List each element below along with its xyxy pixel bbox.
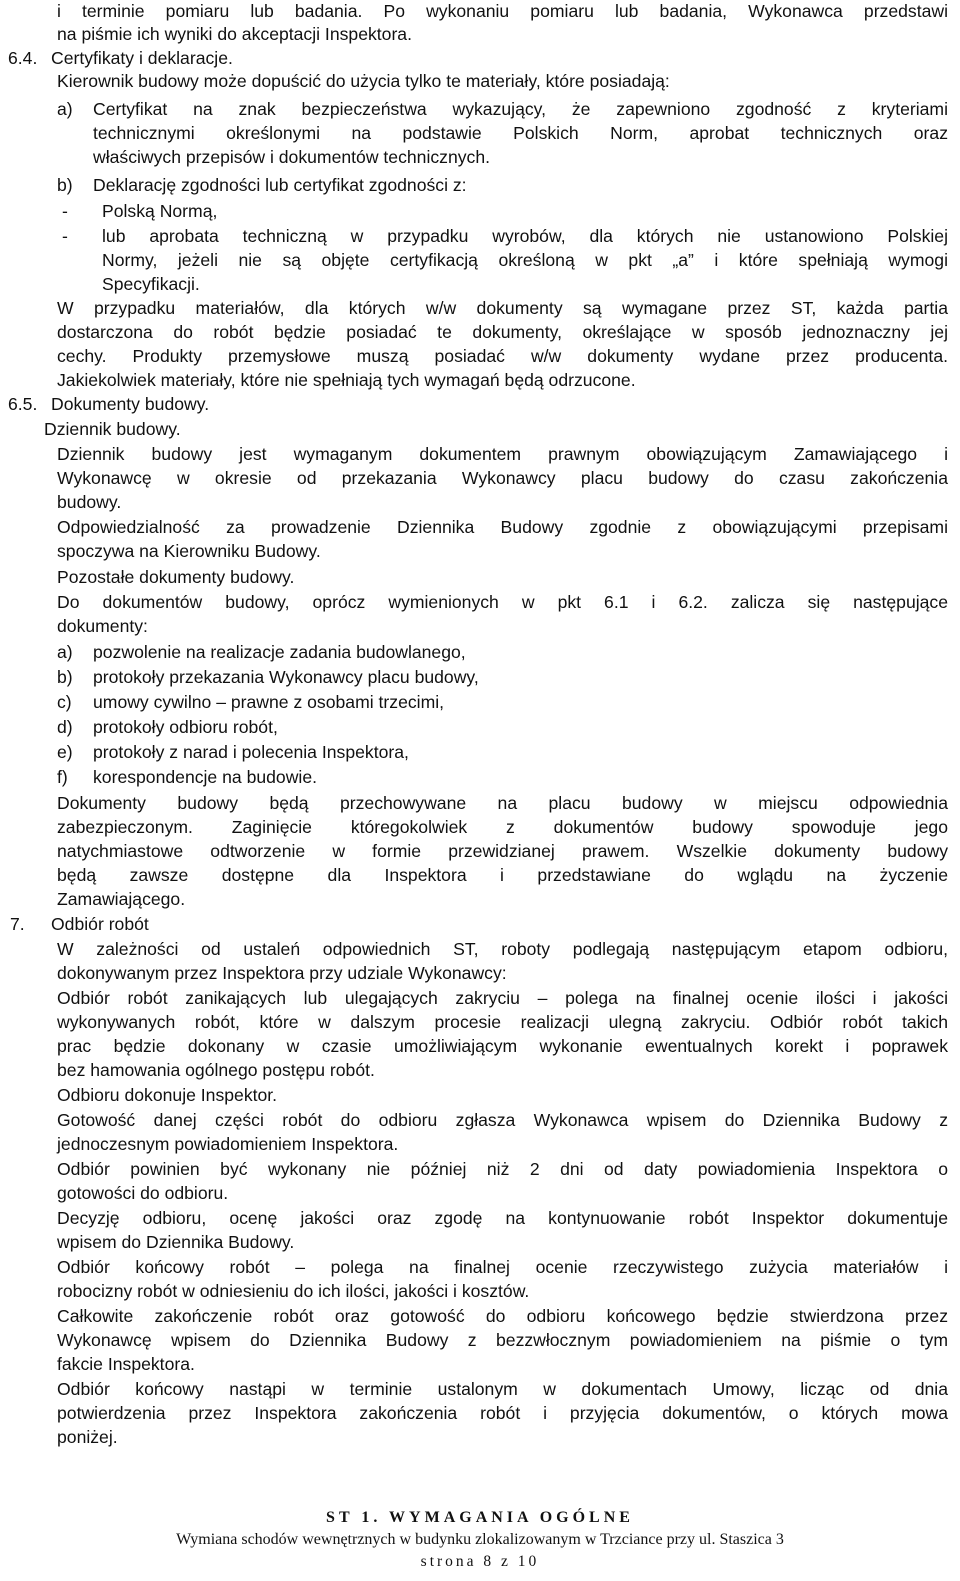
text-line: Odbiór końcowy nastąpi w terminie ustalonym w dokumentach Umowy, licząc od dnia bbox=[57, 1379, 948, 1399]
text-line: Odbioru dokonuje Inspektor. bbox=[57, 1085, 278, 1105]
text-line: Całkowite zakończenie robót oraz gotowość do odbioru końcowego będzie stwierdzona przez bbox=[57, 1306, 948, 1326]
list-item: umowy cywilno – prawne z osobami trzecimi, bbox=[93, 692, 445, 712]
text-line: technicznymi określonymi na podstawie Polskich Norm, aprobat technicznych oraz bbox=[93, 123, 948, 143]
page-number: strona 8 z 10 bbox=[420, 1553, 540, 1570]
text-line: Dziennik budowy jest wymaganym dokumentem prawnym obowiązującym Zamawiającego i bbox=[57, 444, 948, 464]
text-line: zabezpieczonym. Zaginięcie któregokolwiek z dokumentów budowy spowoduje jego bbox=[57, 817, 948, 837]
list-item: protokoły odbioru robót, bbox=[93, 717, 278, 737]
text-line: Normy, jeżeli nie są objęte certyfikacją określoną w pkt „a” i które spełniają wymogi bbox=[102, 250, 948, 270]
list-marker: - bbox=[62, 201, 68, 221]
list-marker: c) bbox=[57, 692, 72, 712]
text-line: robocizny robót w odniesieniu do ich ilości, jakości i kosztów. bbox=[57, 1281, 530, 1301]
text-line: na piśmie ich wyniki do akceptacji Inspektora. bbox=[57, 24, 412, 44]
text-line: spoczywa na Kierowniku Budowy. bbox=[57, 541, 321, 561]
subheading: Pozostałe dokumenty budowy. bbox=[57, 567, 295, 587]
text-line: gotowości do odbioru. bbox=[57, 1183, 229, 1203]
text-line: cechy. Produkty przemysłowe muszą posiadać w/w dokumenty wydane przez producenta. bbox=[57, 346, 948, 366]
text-line: lub aprobata techniczną w przypadku wyrobów, dla których nie ustanowiono Polskiej bbox=[102, 226, 948, 246]
list-item: korespondencje na budowie. bbox=[93, 767, 317, 787]
list-marker: f) bbox=[57, 767, 68, 787]
text-line: Wykonawcę w okresie od przekazania Wykonawcy placu budowy do czasu zakończenia bbox=[57, 468, 948, 488]
text-line: Certyfikat na znak bezpieczeństwa wykazujący, że zapewniono zgodność z kryteriami bbox=[93, 99, 948, 119]
text-line: dokonywanym przez Inspektora przy udziale Wykonawcy: bbox=[57, 963, 507, 983]
text-line: wpisem do Dziennika Budowy. bbox=[57, 1232, 295, 1252]
text-line: właściwych przepisów i dokumentów technicznych. bbox=[93, 147, 491, 167]
section-heading: Dokumenty budowy. bbox=[51, 394, 210, 414]
list-marker: e) bbox=[57, 742, 73, 762]
text-line: natychmiastowe odtworzenie w formie przewidzianej prawem. Wszelkie dokumenty budowy bbox=[57, 841, 948, 861]
text-line: fakcie Inspektora. bbox=[57, 1354, 195, 1374]
text-line: dokumenty: bbox=[57, 616, 148, 636]
text-line: poniżej. bbox=[57, 1427, 118, 1447]
text-line: prac będzie dokonany w czasie umożliwiającym wykonanie ewentualnych korekt i poprawek bbox=[57, 1036, 948, 1056]
section-heading: Certyfikaty i deklaracje. bbox=[51, 48, 233, 68]
text-line: Kierownik budowy może dopuścić do użycia tylko te materiały, które posiadają: bbox=[57, 71, 670, 91]
list-marker: b) bbox=[57, 667, 73, 687]
list-item: protokoły przekazania Wykonawcy placu budowy, bbox=[93, 667, 479, 687]
list-marker: - bbox=[62, 226, 68, 246]
text-line: W zależności od ustaleń odpowiednich ST, roboty podlegają następującym etapom odbioru, bbox=[57, 939, 948, 959]
text-line: Odpowiedzialność za prowadzenie Dziennika Budowy zgodnie z obowiązującymi przepisami bbox=[57, 517, 948, 537]
text-line: Gotowość danej części robót do odbioru zgłasza Wykonawca wpisem do Dziennika Budowy z bbox=[57, 1110, 948, 1130]
text-line: Zamawiającego. bbox=[57, 889, 186, 909]
text-line: Dokumenty budowy będą przechowywane na placu budowy w miejscu odpowiednia bbox=[57, 793, 948, 813]
text-line: potwierdzenia przez Inspektora zakończenia robót i przyjęcia dokumentów, o których mowa bbox=[57, 1403, 948, 1423]
subheading: Dziennik budowy. bbox=[44, 419, 181, 439]
section-number: 6.5. bbox=[8, 394, 38, 414]
text-line: dostarczona do robót będzie posiadać te dokumenty, określające w sposób jednoznaczny jej bbox=[57, 322, 948, 342]
text-line: Jakiekolwiek materiały, które nie spełniają tych wymagań będą odrzucone. bbox=[57, 370, 636, 390]
text-line: Specyfikacji. bbox=[102, 274, 200, 294]
text-line: wykonywanych robót, które w dalszym procesie realizacji ulegną zakryciu. Odbiór robót takich bbox=[57, 1012, 948, 1032]
list-marker: a) bbox=[57, 99, 73, 119]
text-line: Decyzję odbioru, ocenę jakości oraz zgodę na kontynuowanie robót Inspektor dokumentuje bbox=[57, 1208, 948, 1228]
list-marker: a) bbox=[57, 642, 73, 662]
text-line: jednoczesnym powiadomieniem Inspektora. bbox=[57, 1134, 399, 1154]
text-line: Odbiór robót zanikających lub ulegających zakryciu – polega na finalnej ocenie ilości i jakości bbox=[57, 988, 948, 1008]
list-item: protokoły z narad i polecenia Inspektora, bbox=[93, 742, 409, 762]
list-marker: d) bbox=[57, 717, 73, 737]
text-line: W przypadku materiałów, dla których w/w dokumenty są wymagane przez ST, każda partia bbox=[57, 298, 948, 318]
list-marker: b) bbox=[57, 175, 73, 195]
text-line: budowy. bbox=[57, 492, 122, 512]
text-line: Odbiór powinien być wykonany nie później niż 2 dni od daty powiadomienia Inspektora o bbox=[57, 1159, 948, 1179]
text-line: Polską Normą, bbox=[102, 201, 218, 221]
section-heading: Odbiór robót bbox=[51, 914, 149, 934]
text-line: Wykonawcę wpisem do Dziennika Budowy z bezzwłocznym powiadomieniem na piśmie o tym bbox=[57, 1330, 948, 1350]
text-line: i terminie pomiaru lub badania. Po wykonaniu pomiaru lub badania, Wykonawca przedstawi bbox=[57, 1, 948, 21]
footer-title: ST 1. WYMAGANIA OGÓLNE bbox=[326, 1509, 634, 1526]
text-line: Deklarację zgodności lub certyfikat zgodności z: bbox=[93, 175, 467, 195]
section-number: 7. bbox=[10, 914, 25, 934]
text-line: bez hamowania ogólnego postępu robót. bbox=[57, 1060, 375, 1080]
section-number: 6.4. bbox=[8, 48, 38, 68]
text-line: Do dokumentów budowy, oprócz wymienionych w pkt 6.1 i 6.2. zalicza się następujące bbox=[57, 592, 948, 612]
list-item: pozwolenie na realizacje zadania budowlanego, bbox=[93, 642, 466, 662]
footer-subtitle: Wymiana schodów wewnętrznych w budynku zlokalizowanym w Trzciance przy ul. Staszica 3 bbox=[176, 1531, 784, 1548]
text-line: Odbiór końcowy robót – polega na finalnej ocenie rzeczywistego zużycia materiałów i bbox=[57, 1257, 948, 1277]
text-line: będą zawsze dostępne dla Inspektora i przedstawiane do wglądu na życzenie bbox=[57, 865, 948, 885]
